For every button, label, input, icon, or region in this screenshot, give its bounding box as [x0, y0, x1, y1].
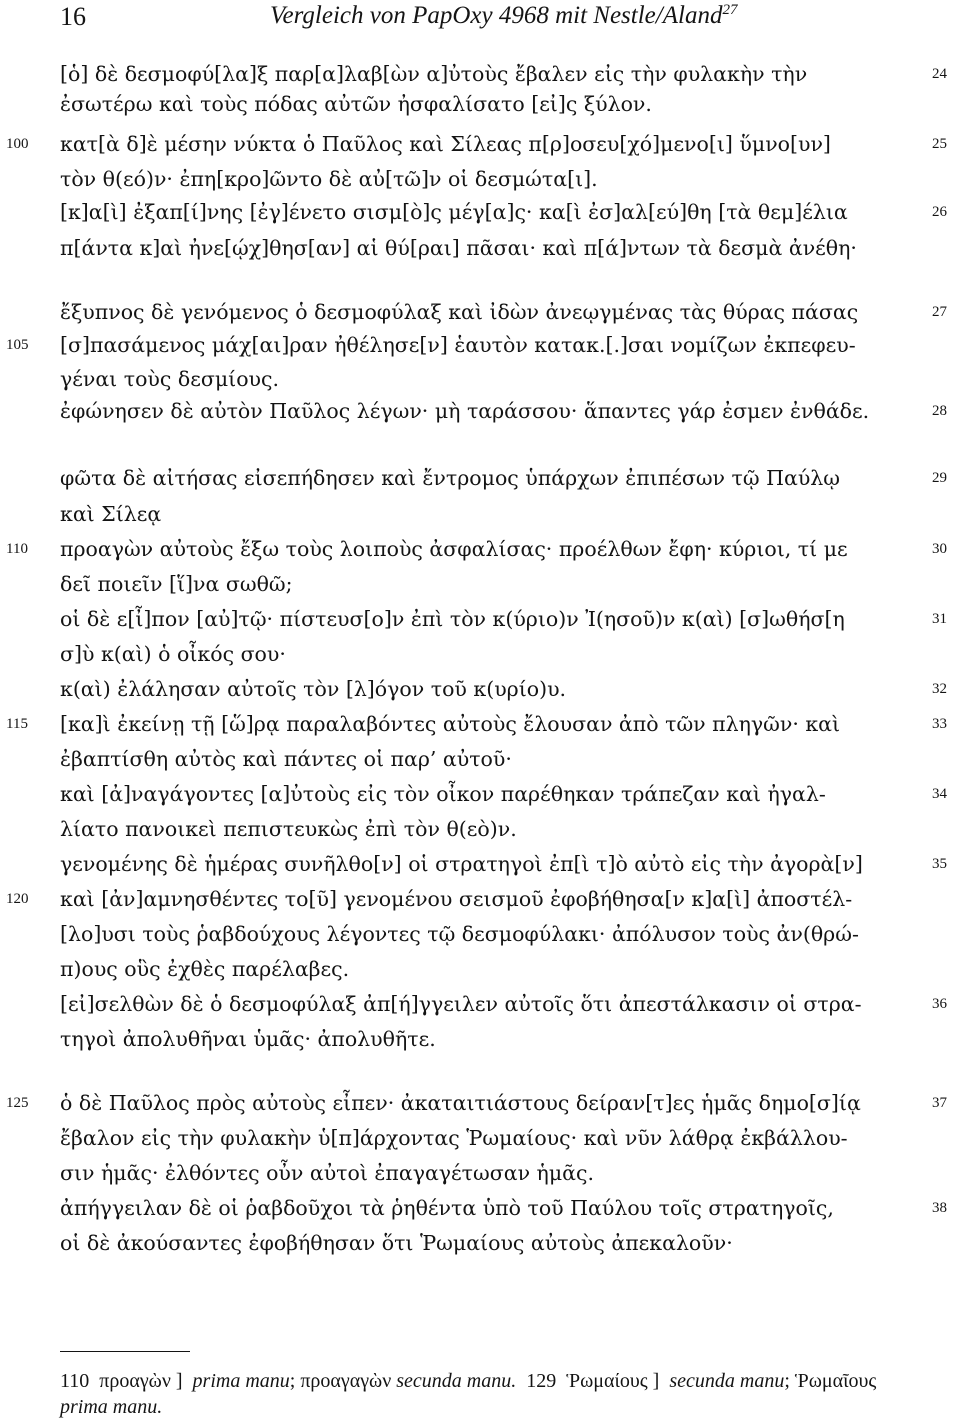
verse-number: 34 — [932, 786, 947, 802]
text-line: γενομένης δὲ ἡμέρας συνῆλθο[ν] οἱ στρατηγοὶ ἐπ[ὶ τ]ὸ αὐτὸ εἰς τὴν ἀγορὰ[ν] — [60, 852, 863, 876]
verse-number: 29 — [932, 470, 947, 486]
footnote-variant: ; προαγαγὼν — [289, 1370, 397, 1392]
text-line: λίατο πανοικεὶ πεπιστευκὼς ἐπὶ τὸν θ(εὸ)ν. — [60, 817, 517, 841]
text-line: κ(αὶ) ἐλάλησαν αὐτοῖς τὸν [λ]όγον τοῦ κ(υρίο)υ. — [60, 677, 567, 701]
verse-number: 32 — [932, 681, 947, 697]
verse-number: 27 — [932, 304, 947, 320]
text-line: ὁ δὲ Παῦλος πρὸς αὐτοὺς εἶπεν· ἀκαταιτιάστους δείραν[τ]ες ἡμᾶς δημο[σ]ίᾳ — [60, 1091, 861, 1115]
verse-number: 36 — [932, 996, 947, 1012]
line-number: 105 — [6, 337, 29, 353]
footnote-variant: ; Ῥωμαῖους — [784, 1370, 877, 1392]
verse-number: 38 — [932, 1200, 947, 1216]
text-line: π)ους οὓς ἐχθὲς παρέλαβες. — [60, 957, 350, 981]
verse-number: 30 — [932, 541, 947, 557]
text-line: τὸν θ(εό)ν· ἐπη[κρο]ῶντο δὲ αὐ[τῶ]ν οἱ δεσμώτα[ι]. — [60, 167, 598, 191]
verse-number: 33 — [932, 716, 947, 732]
verse-number: 26 — [932, 204, 947, 220]
text-line: [λο]υσι τοὺς ῥαβδούχους λέγοντες τῷ δεσμοφύλακι· ἀπόλυσον τοὺς ἀν(θρώ- — [60, 922, 859, 946]
text-line: τηγοὶ ἀπολυθῆναι ὑμᾶς· ἀπολυθῆτε. — [60, 1027, 436, 1051]
line-number: 120 — [6, 891, 29, 907]
text-line: [σ]πασάμενος μάχ[αι]ραν ἠθέλησε[ν] ἑαυτὸν κατακ.[.]σαι νομίζων ἐκπεφευ- — [60, 333, 856, 357]
text-line: προαγὼν αὐτοὺς ἔξω τοὺς λοιποὺς ἀσφαλίσας· προέλθων ἔφη· κύριοι, τί με — [60, 537, 848, 561]
text-line: φῶτα δὲ αἰτήσας εἰσεπήδησεν καὶ ἔντρομος ὑπάρχων ἐπιπέσων τῷ Παύλῳ — [60, 466, 840, 490]
line-number: 125 — [6, 1095, 29, 1111]
text-line: [κα]ὶ ἐκείνῃ τῇ [ὥ]ρᾳ παραλαβόντες αὐτοὺς ἔλουσαν ἀπὸ τῶν πληγῶν· καὶ — [60, 712, 841, 736]
text-line: σ]ὺ κ(αὶ) ὁ οἶκός σου· — [60, 642, 286, 666]
footnote-hand: prima manu — [192, 1370, 290, 1392]
line-number: 110 — [6, 541, 28, 557]
verse-number: 28 — [932, 403, 947, 419]
footnote-hand: secunda manu — [669, 1370, 785, 1392]
running-head — [270, 2, 737, 30]
text-line: ἐσωτέρω καὶ τοὺς πόδας αὐτῶν ἠσφαλίσατο [εἰ]ς ξύλον. — [60, 92, 652, 116]
footnote-line: prima manu. — [60, 1396, 163, 1418]
text-line: γέναι τοὺς δεσμίους. — [60, 367, 279, 391]
text-line: οἱ δὲ ἀκούσαντες ἐφοβήθησαν ὅτι Ῥωμαίους αὐτοὺς ἀπεκαλοῦν· — [60, 1231, 733, 1255]
verse-number: 25 — [932, 136, 947, 152]
text-line: κατ[ὰ δ]ὲ μέσην νύκτα ὁ Παῦλος καὶ Σίλεας π[ρ]οσευ[χό]μενο[ι] ὕμνο[υν] — [60, 132, 831, 156]
line-number: 115 — [6, 716, 28, 732]
footnote-lemma: 110 προαγὼν ] — [60, 1370, 193, 1392]
text-line: δεῖ ποιεῖν [ἵ]να σωθῶ; — [60, 572, 293, 596]
text-line: ἔβαλον εἰς τὴν φυλακὴν ὑ[π]άρχοντας Ῥωμαίους· καὶ νῦν λάθρᾳ ἐκβάλλου- — [60, 1126, 848, 1150]
running-head-title: Vergleich von PapOxy 4968 mit Nestle/Aland — [270, 2, 723, 29]
text-line: ἐβαπτίσθη αὐτὸς καὶ πάντες οἱ παρ’ αὐτοῦ· — [60, 747, 512, 771]
line-number: 100 — [6, 136, 29, 152]
text-line: [εἰ]σελθὼν δὲ ὁ δεσμοφύλαξ ἀπ[ή]γγειλεν αὐτοῖς ὅτι ἀπεστάλκασιν οἱ στρα- — [60, 992, 862, 1016]
text-line: καὶ [ἀν]αμνησθέντες το[ῦ] γενομένου σεισμοῦ ἐφοβήθησα[ν κ]α[ὶ] ἀποστέλ- — [60, 887, 853, 911]
text-line: ἐφώνησεν δὲ αὐτὸν Παῦλος λέγων· μὴ ταράσσου· ἅπαντες γάρ ἐσμεν ἐνθάδε. — [60, 399, 870, 423]
verse-number: 24 — [932, 66, 947, 82]
text-line: [κ]α[ὶ] ἐξαπ[ί]νης [ἐγ]ένετο σισμ[ὸ]ς μέγ[α]ς· κα[ὶ ἐσ]αλ[εύ]θη [τὰ θεμ]έλια — [60, 200, 848, 224]
page-number: 16 — [60, 2, 86, 31]
text-line: σιν ἡμᾶς· ἐλθόντες οὖν αὐτοὶ ἐπαγαγέτωσαν ἡμᾶς. — [60, 1161, 595, 1185]
footnote-lemma: 129 Ῥωμαίους ] — [516, 1370, 670, 1392]
text-line: οἱ δὲ ε[ἶ]πον [αὐ]τῷ· πίστευσ[ο]ν ἐπὶ τὸν κ(ύριο)ν Ἰ(ησοῦ)ν κ(αὶ) [σ]ωθήσ[η — [60, 607, 845, 631]
text-line: καὶ [ἀ]ναγάγοντες [α]ὐτοὺς εἰς τὸν οἶκον παρέθηκαν τράπεζαν καὶ ἠγαλ- — [60, 782, 826, 806]
footnote-line — [60, 1368, 876, 1394]
text-line: καὶ Σίλεᾳ — [60, 502, 162, 526]
verse-number: 37 — [932, 1095, 947, 1111]
text-line: [ὁ] δὲ δεσμοφύ[λα]ξ παρ[α]λαβ[ὼν α]ὐτοὺς ἔβαλεν εἰς τὴν φυλακὴν τὴν — [60, 62, 808, 86]
text-line: ἔξυπνος δὲ γενόμενος ὁ δεσμοφύλαξ καὶ ἰδὼν ἀνεῳγμένας τὰς θύρας πάσας — [60, 300, 859, 324]
footnote-hand: secunda manu. — [396, 1370, 517, 1392]
verse-number: 35 — [932, 856, 947, 872]
verse-number: 31 — [932, 611, 947, 627]
text-line: ἀπήγγειλαν δὲ οἱ ῥαβδοῦχοι τὰ ῥηθέντα ὑπὸ τοῦ Παύλου τοῖς στρατηγοῖς, — [60, 1196, 834, 1220]
footnote-rule — [60, 1351, 190, 1352]
text-line: π[άντα κ]αὶ ἠνε[ῴχ]θησ[αν] αἱ θύ[ραι] πᾶσαι· καὶ π[ά]ντων τὰ δεσμὰ ἀνέθη· — [60, 236, 857, 260]
running-head-superscript: 27 — [722, 2, 738, 18]
